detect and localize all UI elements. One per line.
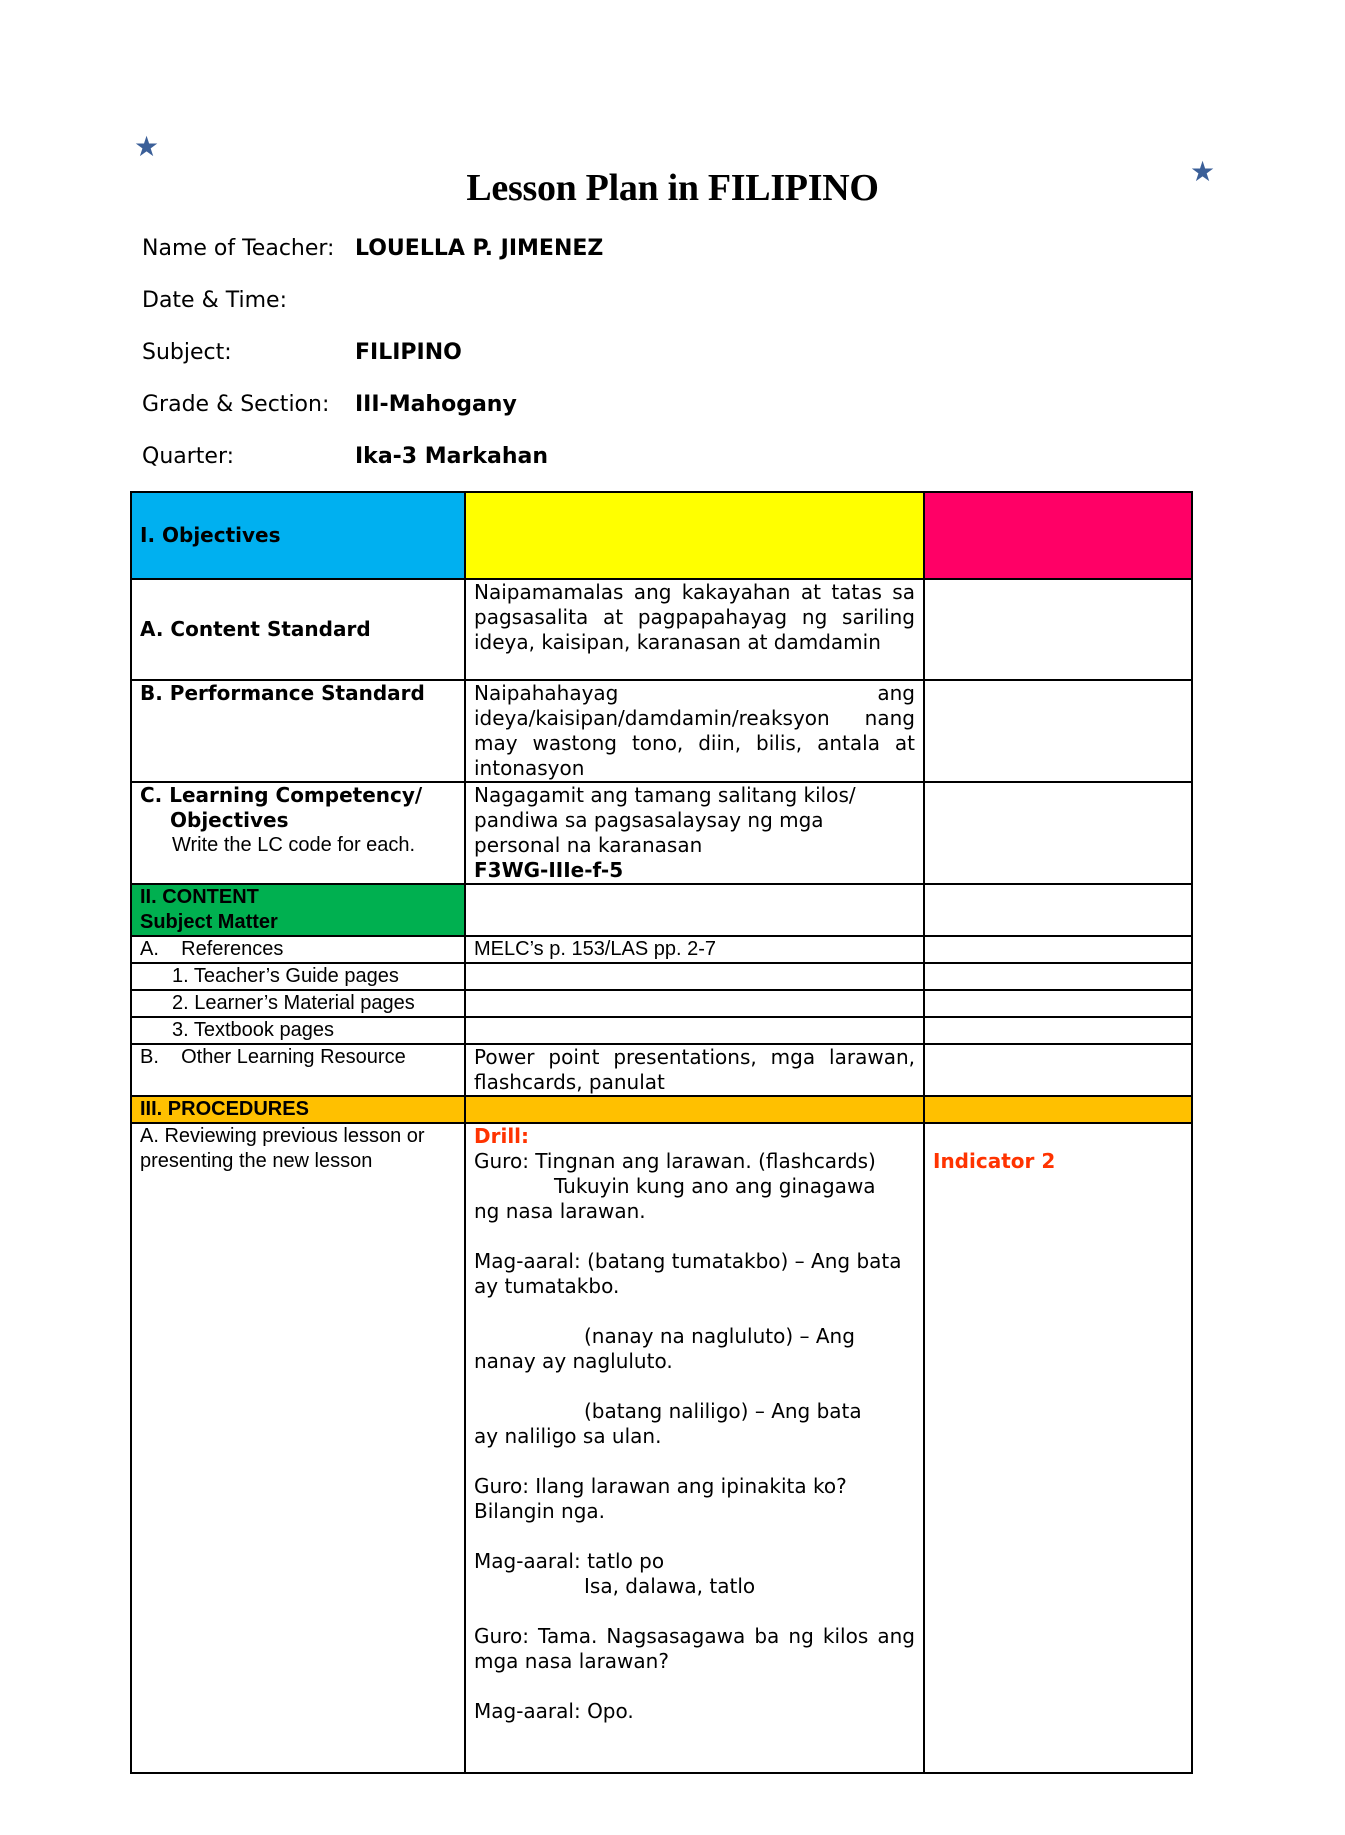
performance-standard-label: B. Performance Standard	[131, 680, 465, 782]
references-value: MELC’s p. 153/LAS pp. 2-7	[465, 936, 924, 963]
empty-cell	[465, 884, 924, 936]
competency-note: Write the LC code for each.	[172, 834, 416, 856]
competency-value-cell	[465, 782, 924, 884]
dialog-line: nanay ay nagluluto.	[474, 1349, 673, 1373]
empty-cell	[924, 1044, 1192, 1096]
other-resource-value: Power point presentations, mga larawan, flashcards, panulat	[465, 1044, 924, 1096]
competency-label: C. Learning Competency/	[140, 783, 423, 807]
table-row	[131, 1044, 1192, 1096]
dialog-line: Mag-aaral: Opo.	[474, 1699, 634, 1723]
content-standard-value: Naipamamalas ang kakayahan at tatas sa pagsasalita at pagpapahayag ng sariling ideya, kaisipan, karanasan at damdamin	[465, 579, 924, 680]
info-value: FILIPINO	[355, 340, 462, 365]
star-icon-left: ★	[134, 130, 160, 163]
empty-cell	[924, 782, 1192, 884]
performance-standard-value: Naipahahayag ang ideya/kaisipan/damdamin/reaksyon nang may wastong tono, diin, bilis, antala at intonasyon	[465, 680, 924, 782]
references-label: A. References	[131, 936, 465, 963]
table-row	[131, 680, 1192, 782]
info-label: Subject:	[142, 340, 232, 365]
table-row	[131, 492, 1192, 579]
info-label: Date & Time:	[142, 288, 287, 313]
dialog-line: (batang naliligo) – Ang bata	[584, 1399, 862, 1423]
orange-cell	[465, 1096, 924, 1123]
content-label: II. CONTENT	[140, 886, 259, 908]
textbook-label: 3. Textbook pages	[131, 1017, 465, 1044]
empty-cell	[924, 1017, 1192, 1044]
competency-code: F3WG-IIIe-f-5	[474, 858, 624, 882]
info-label: Grade & Section:	[142, 392, 330, 417]
table-row	[131, 936, 1192, 963]
table-row	[131, 579, 1192, 680]
other-resource-label: B. Other Learning Resource	[131, 1044, 465, 1096]
dialog-line: Guro: Tama. Nagsasagawa ba ng kilos ang mga nasa larawan?	[474, 1624, 915, 1673]
info-value: III-Mahogany	[355, 392, 517, 417]
review-content-cell	[465, 1123, 924, 1773]
empty-cell	[924, 936, 1192, 963]
dialog-line: Mag-aaral: tatlo po	[474, 1549, 665, 1573]
learners-material-label: 2. Learner’s Material pages	[131, 990, 465, 1017]
info-value: Ika-3 Markahan	[355, 444, 548, 469]
table-row	[131, 1017, 1192, 1044]
dialog-line: Guro: Tingnan ang larawan. (flashcards)	[474, 1149, 876, 1173]
competency-label-cell	[131, 782, 465, 884]
dialog-line: Isa, dalawa, tatlo	[584, 1574, 756, 1598]
empty-cell	[924, 990, 1192, 1017]
dialog-line: Tukuyin kung ano ang ginagawa	[554, 1174, 876, 1198]
page-title: Lesson Plan in FILIPINO	[466, 167, 879, 209]
competency-value: Nagagamit ang tamang salitang kilos/ pandiwa sa pagsasalaysay ng mga personal na karanasan	[474, 783, 856, 857]
info-value: LOUELLA P. JIMENEZ	[355, 236, 604, 261]
lesson-plan-table	[130, 491, 1193, 1774]
competency-label-2: Objectives	[170, 808, 289, 832]
empty-cell	[465, 1017, 924, 1044]
teachers-guide-label: 1. Teacher’s Guide pages	[131, 963, 465, 990]
orange-cell	[924, 1096, 1192, 1123]
drill-label: Drill:	[474, 1124, 530, 1148]
indicator-label: Indicator 2	[933, 1149, 1056, 1173]
dialog-line: (nanay na nagluluto) – Ang	[584, 1324, 855, 1348]
table-row	[131, 963, 1192, 990]
procedures-header: III. PROCEDURES	[131, 1096, 465, 1123]
pink-cell	[924, 492, 1192, 579]
dialog-line: Mag-aaral: (batang tumatakbo) – Ang bata ay tumatakbo.	[474, 1249, 902, 1298]
info-label: Quarter:	[142, 444, 235, 469]
empty-cell	[924, 963, 1192, 990]
review-label: A. Reviewing previous lesson or presenting the new lesson	[131, 1123, 465, 1773]
objectives-header	[131, 492, 465, 579]
empty-cell	[465, 990, 924, 1017]
empty-cell	[924, 680, 1192, 782]
table-row	[131, 1123, 1192, 1773]
content-standard-label: A. Content Standard	[140, 617, 371, 641]
objectives-label: I. Objectives	[140, 523, 281, 547]
yellow-cell	[465, 492, 924, 579]
subject-matter-label: Subject Matter	[140, 911, 278, 933]
table-row	[131, 884, 1192, 936]
table-row	[131, 1096, 1192, 1123]
empty-cell	[465, 963, 924, 990]
empty-cell	[924, 884, 1192, 936]
dialog-line: ng nasa larawan.	[474, 1199, 646, 1223]
content-header-cell	[131, 884, 465, 936]
dialog-line: ay naliligo sa ulan.	[474, 1424, 662, 1448]
star-icon-right: ★	[1190, 155, 1216, 188]
content-standard-label-cell	[131, 579, 465, 680]
table-row	[131, 782, 1192, 884]
empty-cell	[924, 579, 1192, 680]
table-row	[131, 990, 1192, 1017]
dialog-line: Guro: Ilang larawan ang ipinakita ko? Bilangin nga.	[474, 1474, 847, 1523]
indicator-cell	[924, 1123, 1192, 1773]
info-label: Name of Teacher:	[142, 236, 335, 261]
